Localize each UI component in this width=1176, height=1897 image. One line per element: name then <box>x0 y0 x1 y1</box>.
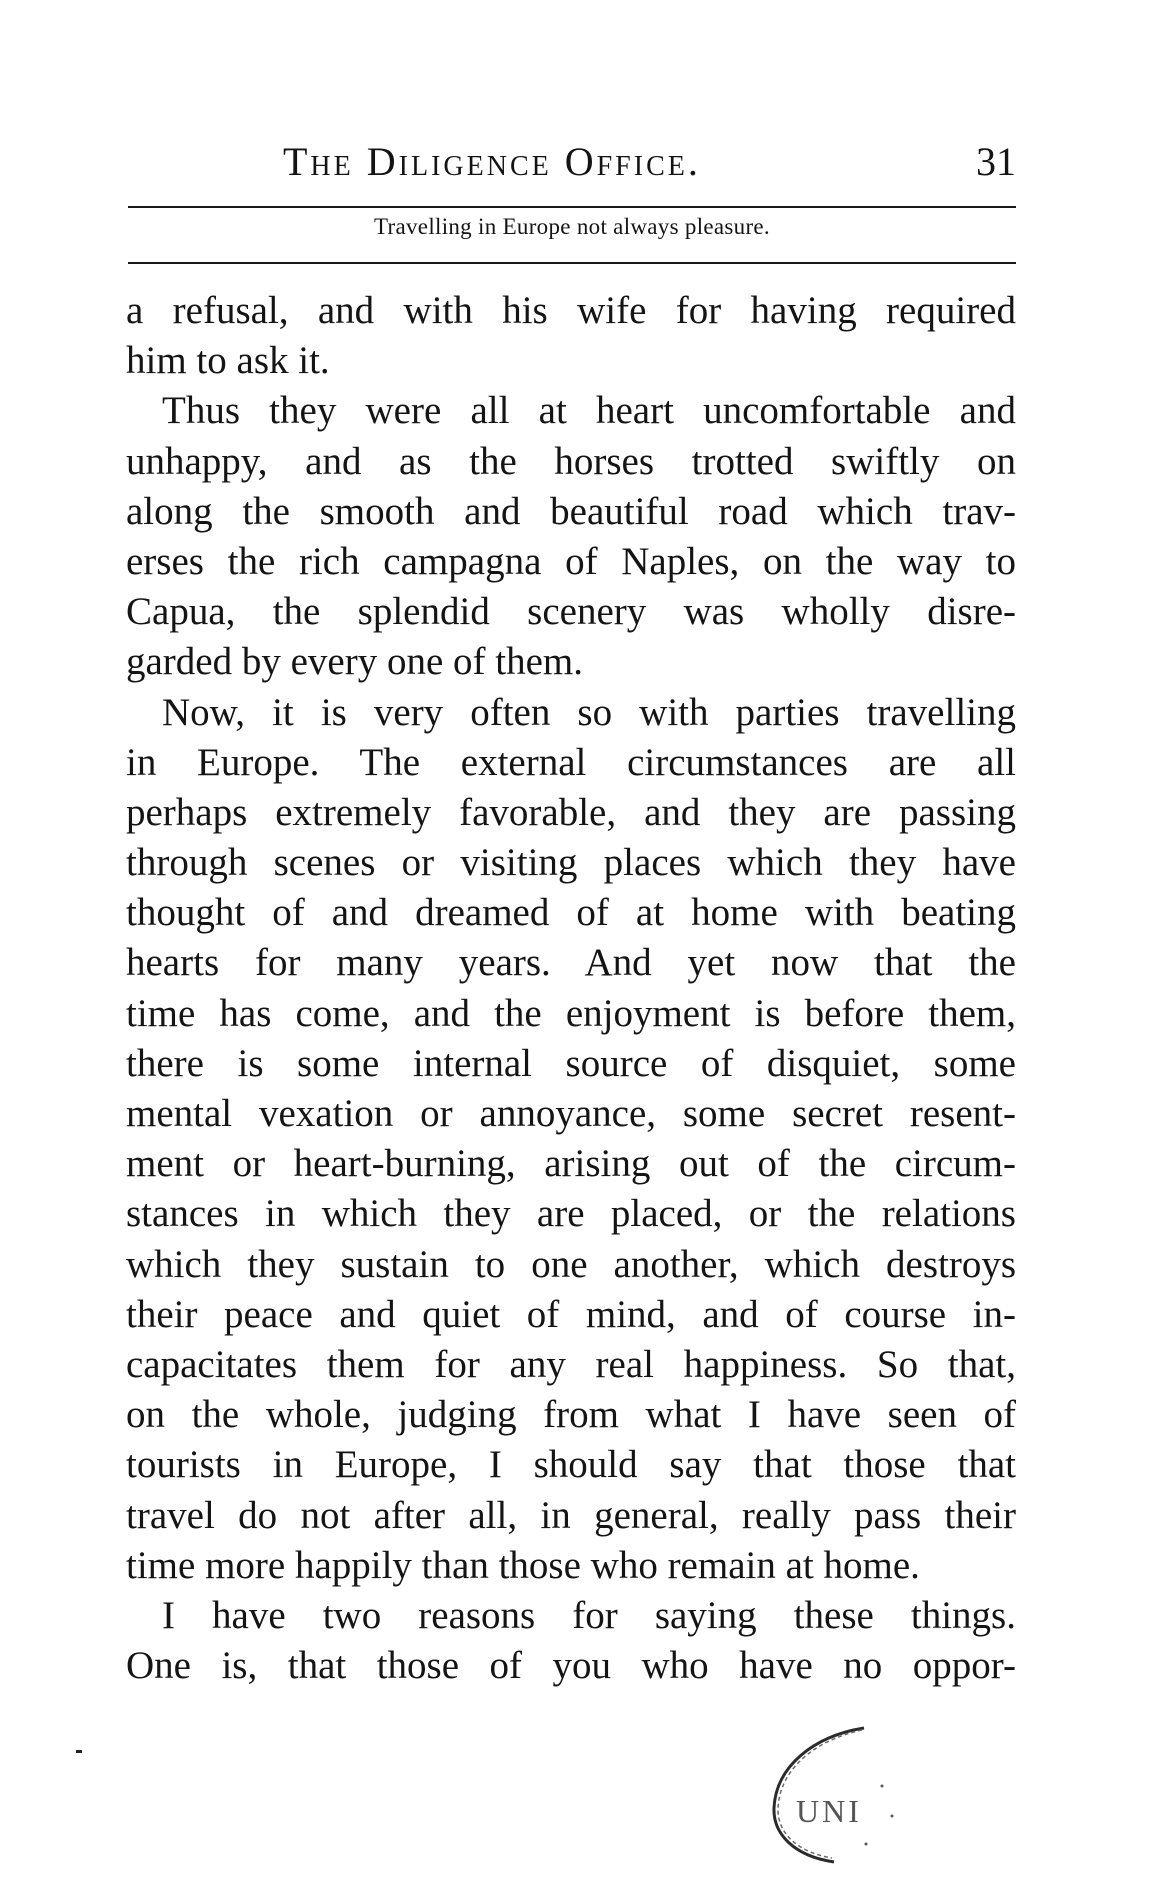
text-line: time more happily than those who remain at home. <box>126 1543 920 1587</box>
text-line: Capua, the splendid scenery was wholly disre- <box>126 590 1016 634</box>
text-line: time has come, and the enjoyment is before them, <box>126 991 1016 1035</box>
text-line: travel do not after all, in general, really pass their <box>126 1493 1016 1537</box>
stamp-text: UNI <box>796 1793 862 1829</box>
text-line: on the whole, judging from what I have seen of <box>126 1393 1016 1437</box>
text-line: there is some internal source of disquiet, some <box>126 1041 1016 1085</box>
text-line: Thus they were all at heart uncomfortable and <box>162 389 1016 433</box>
text-line: in Europe. The external circumstances are all <box>126 740 1016 784</box>
running-head <box>128 138 1016 188</box>
text-line: a refusal, and with his wife for having required <box>126 289 1016 332</box>
text-line: capacitates them for any real happiness. So that, <box>126 1342 1016 1386</box>
text-line: perhaps extremely favorable, and they are passing <box>126 790 1016 834</box>
text-line: ment or heart-burning, arising out of the circum- <box>126 1142 1016 1186</box>
text-line: stances in which they are placed, or the relations <box>126 1192 1016 1236</box>
text-line: mental vexation or annoyance, some secret resent- <box>126 1092 1016 1135</box>
text-line: their peace and quiet of mind, and of course in- <box>126 1292 1016 1336</box>
section-subheading: Travelling in Europe not always pleasure. <box>374 214 770 239</box>
text-line: I have two reasons for saying these things. <box>162 1593 1016 1637</box>
text-line: unhappy, and as the horses trotted swiftly on <box>126 439 1016 483</box>
page-number: 31 <box>976 139 1016 184</box>
margin-mark <box>76 1750 82 1753</box>
text-line: tourists in Europe, I should say that those that <box>126 1443 1016 1487</box>
library-stamp-icon <box>754 1716 904 1866</box>
text-line: garded by every one of them. <box>126 640 583 684</box>
text-line: hearts for many years. And yet now that the <box>126 941 1016 985</box>
text-line: him to ask it. <box>126 339 330 383</box>
text-line: which they sustain to one another, which destroys <box>126 1242 1016 1286</box>
header-rule-bottom <box>128 262 1016 264</box>
text-line: erses the rich campagna of Naples, on the way to <box>126 539 1016 583</box>
text-line: One is, that those of you who have no oppor- <box>126 1644 1016 1688</box>
text-line: thought of and dreamed of at home with beating <box>126 891 1016 935</box>
text-line: Now, it is very often so with parties travelling <box>162 690 1016 734</box>
text-line: along the smooth and beautiful road which trav- <box>126 489 1016 533</box>
text-line: through scenes or visiting places which they have <box>126 841 1016 885</box>
body-text <box>126 286 1016 1691</box>
header-rule-top <box>128 206 1016 208</box>
running-title: The Diligence Office. <box>283 139 701 184</box>
